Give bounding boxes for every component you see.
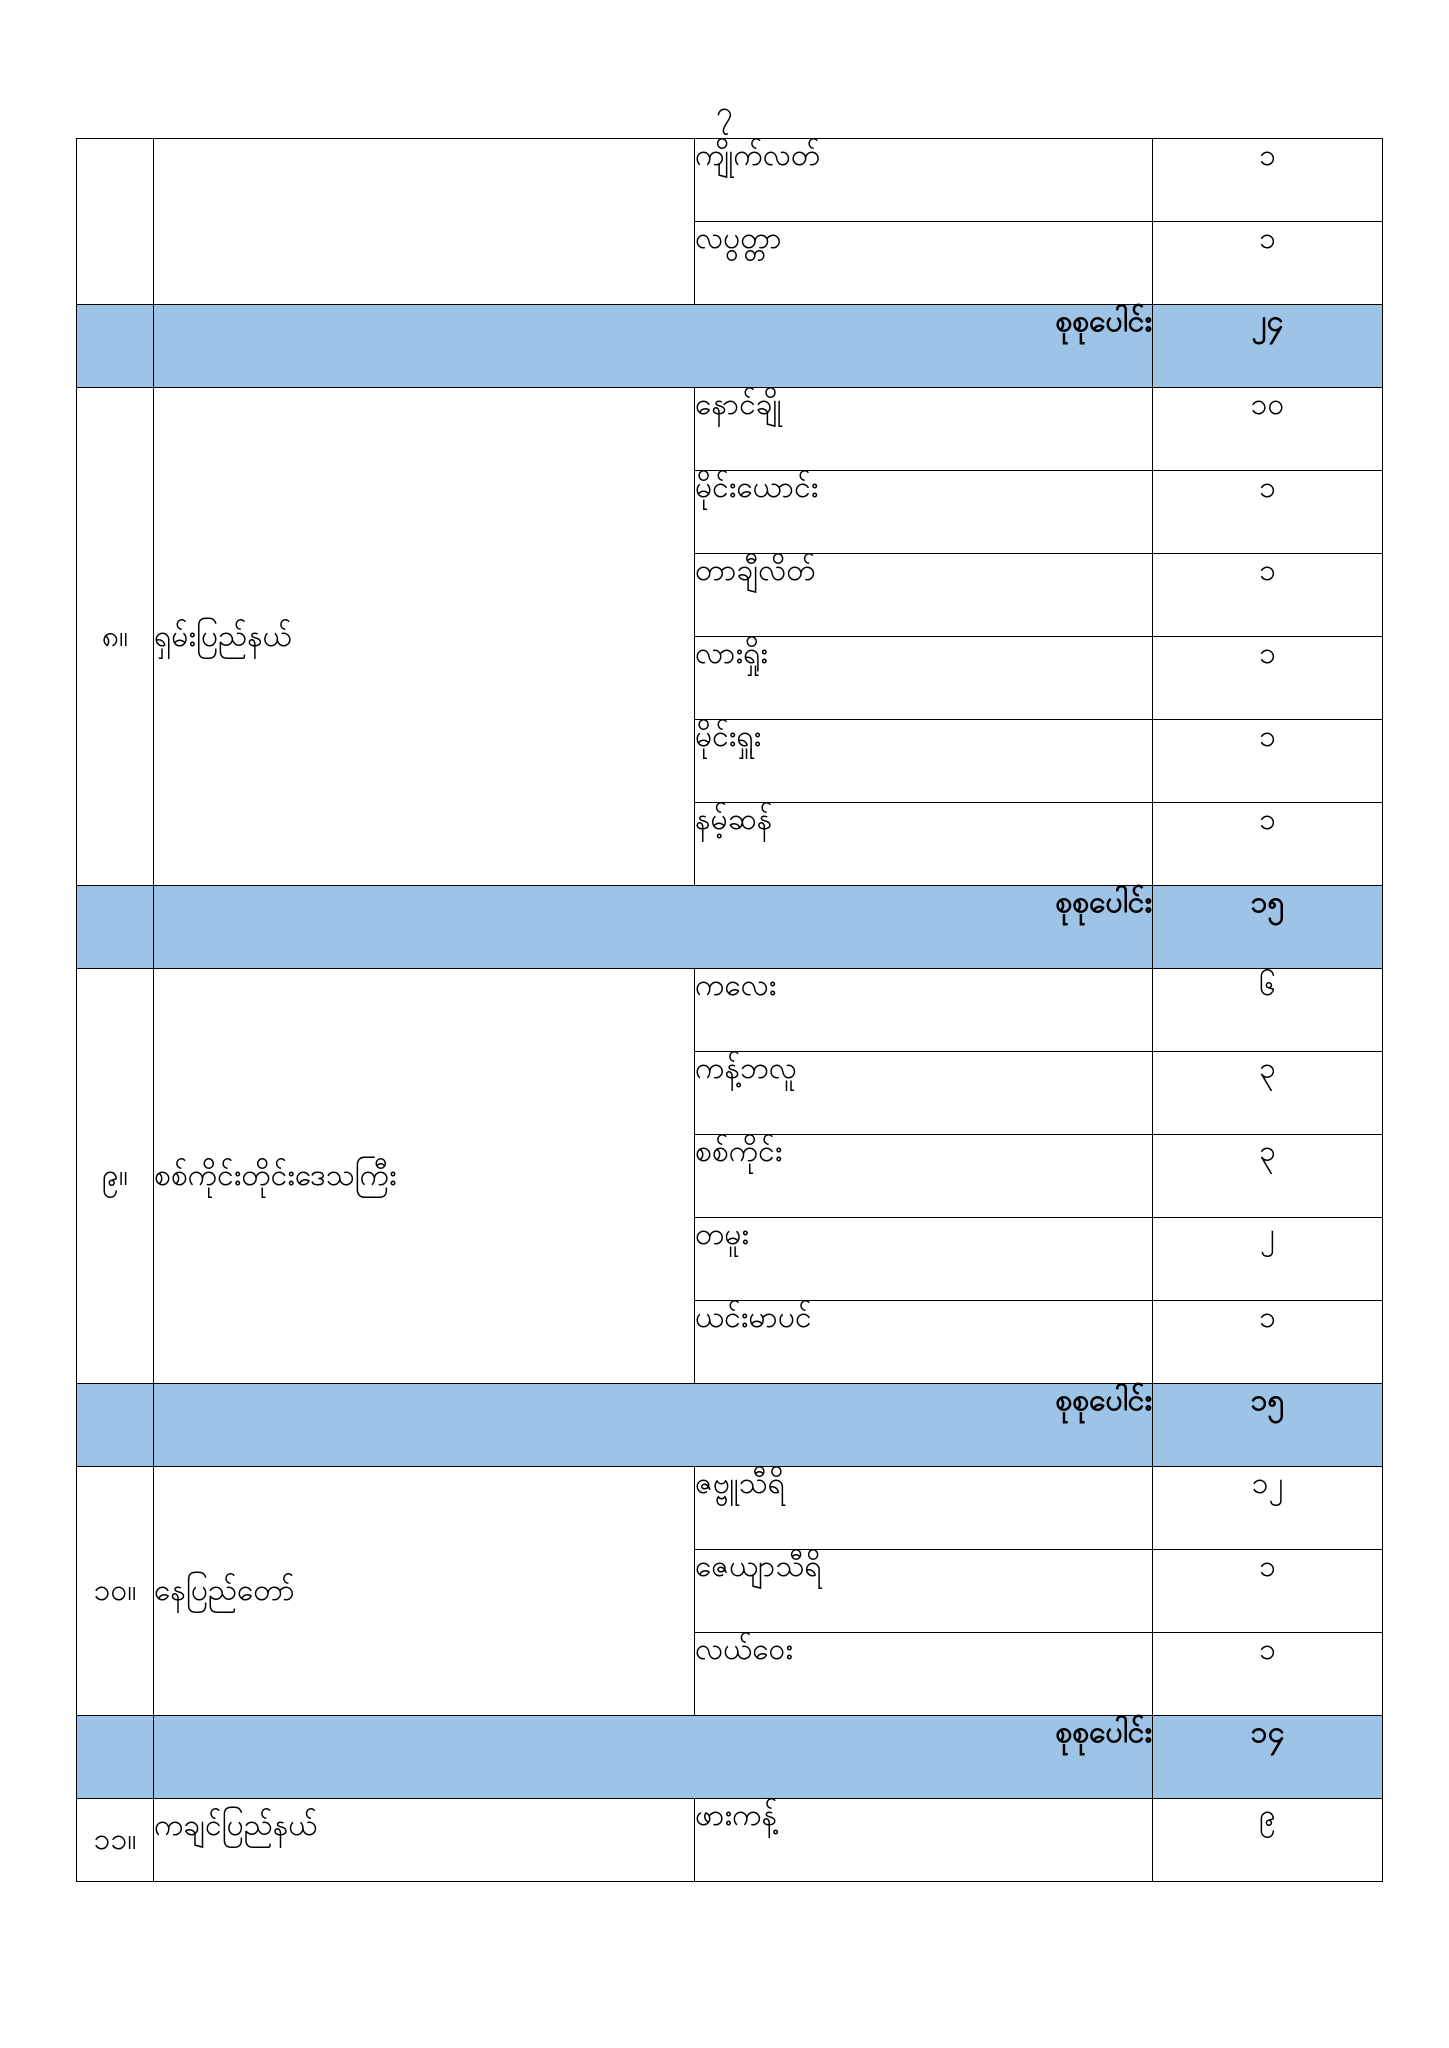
row-number: ၁၀။ bbox=[77, 1467, 154, 1716]
total-count: ၁၄ bbox=[1153, 1716, 1383, 1799]
count-cell: ၁ bbox=[1153, 222, 1383, 305]
township-cell: ကျိုက်လတ် bbox=[695, 139, 1153, 222]
township-cell: ကလေး bbox=[695, 969, 1153, 1052]
count-cell: ၁ bbox=[1153, 139, 1383, 222]
count-cell: ၁ bbox=[1153, 554, 1383, 637]
township-cell: စစ်ကိုင်း bbox=[695, 1135, 1153, 1218]
total-row-number-cell bbox=[77, 1384, 154, 1467]
total-row-number-cell bbox=[77, 305, 154, 388]
region-name: ကချင်ပြည်နယ် bbox=[154, 1799, 695, 1882]
total-label: စုစုပေါင်း bbox=[154, 1716, 1153, 1799]
page-number: ၇ bbox=[716, 95, 733, 130]
row-number-cell bbox=[77, 139, 154, 305]
total-label: စုစုပေါင်း bbox=[154, 886, 1153, 969]
region-name: စစ်ကိုင်းတိုင်းဒေသကြီး bbox=[154, 969, 695, 1384]
total-count: ၂၄ bbox=[1153, 305, 1383, 388]
count-cell: ၂ bbox=[1153, 1218, 1383, 1301]
table-row bbox=[77, 139, 1383, 222]
total-row-number-cell bbox=[77, 886, 154, 969]
row-number: ၈။ bbox=[77, 388, 154, 886]
township-cell: ဇဗ္ဗူသီရိ bbox=[695, 1467, 1153, 1550]
township-cell: လယ်ဝေး bbox=[695, 1633, 1153, 1716]
region-name: ရှမ်းပြည်နယ် bbox=[154, 388, 695, 886]
count-cell: ၁ bbox=[1153, 1550, 1383, 1633]
township-cell: လားရှိုး bbox=[695, 637, 1153, 720]
count-cell: ၁၂ bbox=[1153, 1467, 1383, 1550]
count-cell: ၆ bbox=[1153, 969, 1383, 1052]
count-cell: ၁ bbox=[1153, 637, 1383, 720]
count-cell: ၁ bbox=[1153, 1301, 1383, 1384]
township-cell: ယင်းမာပင် bbox=[695, 1301, 1153, 1384]
count-cell: ၁ bbox=[1153, 1633, 1383, 1716]
township-cell: မိုင်းယောင်း bbox=[695, 471, 1153, 554]
total-count: ၁၅ bbox=[1153, 886, 1383, 969]
township-cell: ဇေယျာသီရိ bbox=[695, 1550, 1153, 1633]
township-cell: လပွတ္တာ bbox=[695, 222, 1153, 305]
township-cell: မိုင်းရှူး bbox=[695, 720, 1153, 803]
table-row bbox=[77, 1799, 1383, 1882]
row-number: ၉။ bbox=[77, 969, 154, 1384]
township-cell: တာချီလိတ် bbox=[695, 554, 1153, 637]
count-cell: ၉ bbox=[1153, 1799, 1383, 1882]
count-cell: ၁၀ bbox=[1153, 388, 1383, 471]
count-cell: ၃ bbox=[1153, 1135, 1383, 1218]
region-name: နေပြည်တော် bbox=[154, 1467, 695, 1716]
total-count: ၁၅ bbox=[1153, 1384, 1383, 1467]
table-row bbox=[77, 969, 1383, 1052]
township-cell: နမ့်ဆန် bbox=[695, 803, 1153, 886]
total-row bbox=[77, 1384, 1383, 1467]
total-row bbox=[77, 886, 1383, 969]
total-row bbox=[77, 1716, 1383, 1799]
township-count-table bbox=[76, 138, 1383, 1882]
count-cell: ၁ bbox=[1153, 720, 1383, 803]
count-cell: ၃ bbox=[1153, 1052, 1383, 1135]
region-cell bbox=[154, 139, 695, 305]
total-row-number-cell bbox=[77, 1716, 154, 1799]
total-label: စုစုပေါင်း bbox=[154, 305, 1153, 388]
township-cell: နောင်ချို bbox=[695, 388, 1153, 471]
count-cell: ၁ bbox=[1153, 803, 1383, 886]
count-cell: ၁ bbox=[1153, 471, 1383, 554]
row-number: ၁၁။ bbox=[77, 1799, 154, 1882]
table-row bbox=[77, 1467, 1383, 1550]
total-row bbox=[77, 305, 1383, 388]
township-cell: တမူး bbox=[695, 1218, 1153, 1301]
table-row bbox=[77, 388, 1383, 471]
township-cell: ကန့်ဘလူ bbox=[695, 1052, 1153, 1135]
total-label: စုစုပေါင်း bbox=[154, 1384, 1153, 1467]
township-cell: ဖားကန့် bbox=[695, 1799, 1153, 1882]
